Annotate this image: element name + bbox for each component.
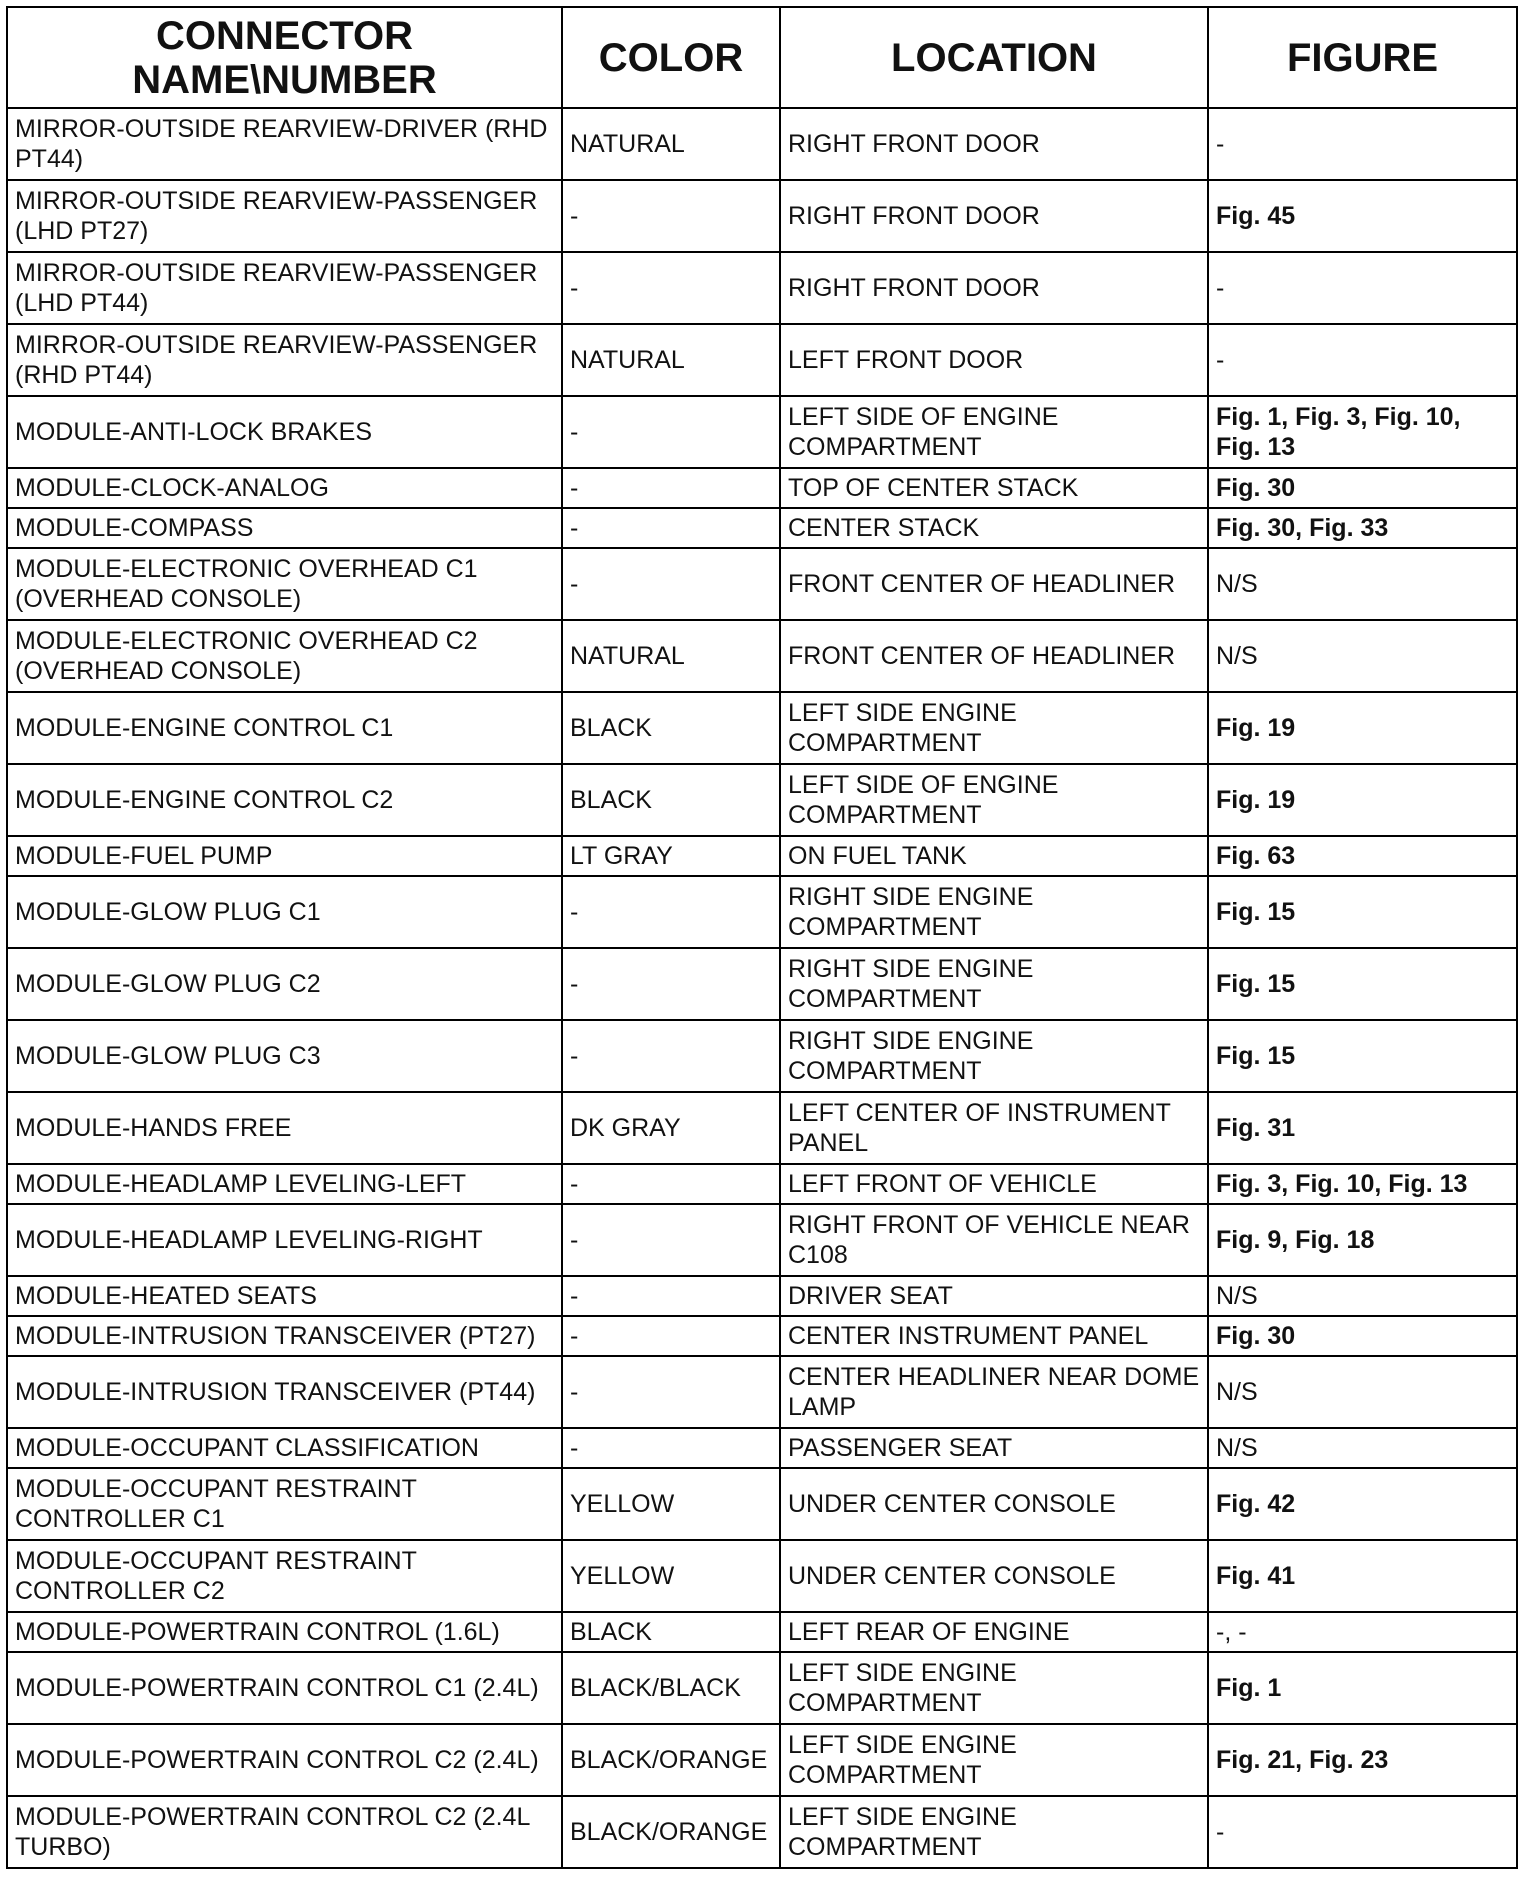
- color-cell: YELLOW: [562, 1540, 780, 1612]
- location-cell: RIGHT FRONT DOOR: [780, 252, 1208, 324]
- connector-name-cell: MODULE-FUEL PUMP: [7, 836, 562, 876]
- connector-name-cell: MODULE-ANTI-LOCK BRAKES: [7, 396, 562, 468]
- location-cell: RIGHT SIDE ENGINE COMPARTMENT: [780, 876, 1208, 948]
- connector-name-cell: MODULE-GLOW PLUG C1: [7, 876, 562, 948]
- connector-name-cell: MODULE-GLOW PLUG C3: [7, 1020, 562, 1092]
- location-cell: UNDER CENTER CONSOLE: [780, 1540, 1208, 1612]
- figure-cell: Fig. 30: [1208, 1316, 1517, 1356]
- table-row: [7, 396, 1517, 468]
- figure-cell: Fig. 15: [1208, 876, 1517, 948]
- location-cell: PASSENGER SEAT: [780, 1428, 1208, 1468]
- header-figure: FIGURE: [1208, 7, 1517, 108]
- connector-name-cell: MODULE-POWERTRAIN CONTROL C1 (2.4L): [7, 1652, 562, 1724]
- connector-name-cell: MIRROR-OUTSIDE REARVIEW-PASSENGER (LHD PT27): [7, 180, 562, 252]
- table-row: [7, 1020, 1517, 1092]
- color-cell: NATURAL: [562, 620, 780, 692]
- color-cell: -: [562, 1204, 780, 1276]
- color-cell: -: [562, 876, 780, 948]
- location-cell: LEFT SIDE OF ENGINE COMPARTMENT: [780, 396, 1208, 468]
- table-row: [7, 1796, 1517, 1868]
- color-cell: -: [562, 1316, 780, 1356]
- location-cell: FRONT CENTER OF HEADLINER: [780, 620, 1208, 692]
- location-cell: RIGHT SIDE ENGINE COMPARTMENT: [780, 948, 1208, 1020]
- connector-name-cell: MODULE-ENGINE CONTROL C1: [7, 692, 562, 764]
- figure-cell: N/S: [1208, 1276, 1517, 1316]
- connector-name-cell: MIRROR-OUTSIDE REARVIEW-DRIVER (RHD PT44): [7, 108, 562, 180]
- connector-name-cell: MODULE-OCCUPANT CLASSIFICATION: [7, 1428, 562, 1468]
- location-cell: LEFT SIDE ENGINE COMPARTMENT: [780, 692, 1208, 764]
- location-cell: RIGHT FRONT OF VEHICLE NEAR C108: [780, 1204, 1208, 1276]
- color-cell: -: [562, 1020, 780, 1092]
- connector-name-cell: MODULE-ENGINE CONTROL C2: [7, 764, 562, 836]
- table-row: [7, 692, 1517, 764]
- location-cell: RIGHT FRONT DOOR: [780, 108, 1208, 180]
- figure-cell: Fig. 21, Fig. 23: [1208, 1724, 1517, 1796]
- figure-cell: Fig. 63: [1208, 836, 1517, 876]
- table-row: [7, 1356, 1517, 1428]
- header-color: COLOR: [562, 7, 780, 108]
- location-cell: UNDER CENTER CONSOLE: [780, 1468, 1208, 1540]
- table-row: [7, 876, 1517, 948]
- color-cell: -: [562, 548, 780, 620]
- table-row: [7, 1652, 1517, 1724]
- connector-name-cell: MODULE-POWERTRAIN CONTROL C2 (2.4L TURBO): [7, 1796, 562, 1868]
- figure-cell: Fig. 19: [1208, 692, 1517, 764]
- location-cell: LEFT SIDE ENGINE COMPARTMENT: [780, 1652, 1208, 1724]
- figure-cell: Fig. 19: [1208, 764, 1517, 836]
- table-row: [7, 1724, 1517, 1796]
- header-location: LOCATION: [780, 7, 1208, 108]
- location-cell: CENTER INSTRUMENT PANEL: [780, 1316, 1208, 1356]
- header-row: [7, 7, 1517, 108]
- table-row: [7, 1428, 1517, 1468]
- location-cell: LEFT CENTER OF INSTRUMENT PANEL: [780, 1092, 1208, 1164]
- figure-cell: Fig. 15: [1208, 1020, 1517, 1092]
- location-cell: ON FUEL TANK: [780, 836, 1208, 876]
- connector-name-cell: MODULE-CLOCK-ANALOG: [7, 468, 562, 508]
- header-connector-name: CONNECTOR NAME\NUMBER: [7, 7, 562, 108]
- table-row: [7, 1468, 1517, 1540]
- location-cell: CENTER HEADLINER NEAR DOME LAMP: [780, 1356, 1208, 1428]
- color-cell: -: [562, 180, 780, 252]
- figure-cell: N/S: [1208, 1428, 1517, 1468]
- table-row: [7, 468, 1517, 508]
- color-cell: -: [562, 948, 780, 1020]
- location-cell: LEFT SIDE ENGINE COMPARTMENT: [780, 1796, 1208, 1868]
- color-cell: BLACK: [562, 764, 780, 836]
- figure-cell: Fig. 42: [1208, 1468, 1517, 1540]
- figure-cell: -: [1208, 108, 1517, 180]
- location-cell: CENTER STACK: [780, 508, 1208, 548]
- connector-name-cell: MODULE-HEADLAMP LEVELING-LEFT: [7, 1164, 562, 1204]
- figure-cell: -: [1208, 324, 1517, 396]
- figure-cell: Fig. 30, Fig. 33: [1208, 508, 1517, 548]
- connector-name-cell: MODULE-HEATED SEATS: [7, 1276, 562, 1316]
- color-cell: NATURAL: [562, 108, 780, 180]
- connector-name-cell: MODULE-HANDS FREE: [7, 1092, 562, 1164]
- connector-name-cell: MODULE-ELECTRONIC OVERHEAD C1 (OVERHEAD CONSOLE): [7, 548, 562, 620]
- connector-table: [6, 6, 1518, 1869]
- table-row: [7, 948, 1517, 1020]
- table-row: [7, 1204, 1517, 1276]
- location-cell: FRONT CENTER OF HEADLINER: [780, 548, 1208, 620]
- connector-name-cell: MODULE-HEADLAMP LEVELING-RIGHT: [7, 1204, 562, 1276]
- location-cell: RIGHT FRONT DOOR: [780, 180, 1208, 252]
- color-cell: -: [562, 1164, 780, 1204]
- figure-cell: N/S: [1208, 620, 1517, 692]
- location-cell: RIGHT SIDE ENGINE COMPARTMENT: [780, 1020, 1208, 1092]
- table-row: [7, 1316, 1517, 1356]
- color-cell: -: [562, 1276, 780, 1316]
- figure-cell: Fig. 3, Fig. 10, Fig. 13: [1208, 1164, 1517, 1204]
- connector-name-cell: MODULE-OCCUPANT RESTRAINT CONTROLLER C1: [7, 1468, 562, 1540]
- table-row: [7, 836, 1517, 876]
- location-cell: TOP OF CENTER STACK: [780, 468, 1208, 508]
- color-cell: BLACK: [562, 1612, 780, 1652]
- color-cell: NATURAL: [562, 324, 780, 396]
- table-row: [7, 108, 1517, 180]
- table-row: [7, 1612, 1517, 1652]
- figure-cell: -: [1208, 252, 1517, 324]
- figure-cell: Fig. 30: [1208, 468, 1517, 508]
- table-row: [7, 620, 1517, 692]
- table-row: [7, 1092, 1517, 1164]
- figure-cell: Fig. 45: [1208, 180, 1517, 252]
- table-row: [7, 252, 1517, 324]
- table-row: [7, 180, 1517, 252]
- color-cell: BLACK/ORANGE: [562, 1796, 780, 1868]
- location-cell: LEFT FRONT OF VEHICLE: [780, 1164, 1208, 1204]
- color-cell: -: [562, 252, 780, 324]
- connector-name-cell: MODULE-OCCUPANT RESTRAINT CONTROLLER C2: [7, 1540, 562, 1612]
- color-cell: YELLOW: [562, 1468, 780, 1540]
- connector-name-cell: MODULE-ELECTRONIC OVERHEAD C2 (OVERHEAD CONSOLE): [7, 620, 562, 692]
- color-cell: LT GRAY: [562, 836, 780, 876]
- connector-name-cell: MODULE-INTRUSION TRANSCEIVER (PT44): [7, 1356, 562, 1428]
- connector-name-cell: MODULE-INTRUSION TRANSCEIVER (PT27): [7, 1316, 562, 1356]
- connector-name-cell: MODULE-POWERTRAIN CONTROL (1.6L): [7, 1612, 562, 1652]
- figure-cell: -: [1208, 1796, 1517, 1868]
- location-cell: LEFT REAR OF ENGINE: [780, 1612, 1208, 1652]
- color-cell: DK GRAY: [562, 1092, 780, 1164]
- figure-cell: N/S: [1208, 548, 1517, 620]
- color-cell: BLACK/ORANGE: [562, 1724, 780, 1796]
- color-cell: BLACK: [562, 692, 780, 764]
- location-cell: LEFT FRONT DOOR: [780, 324, 1208, 396]
- table-row: [7, 324, 1517, 396]
- color-cell: -: [562, 508, 780, 548]
- color-cell: -: [562, 468, 780, 508]
- location-cell: LEFT SIDE OF ENGINE COMPARTMENT: [780, 764, 1208, 836]
- figure-cell: Fig. 41: [1208, 1540, 1517, 1612]
- table-row: [7, 1540, 1517, 1612]
- color-cell: BLACK/BLACK: [562, 1652, 780, 1724]
- figure-cell: Fig. 1, Fig. 3, Fig. 10, Fig. 13: [1208, 396, 1517, 468]
- connector-name-cell: MODULE-COMPASS: [7, 508, 562, 548]
- table-row: [7, 548, 1517, 620]
- connector-name-cell: MODULE-GLOW PLUG C2: [7, 948, 562, 1020]
- figure-cell: N/S: [1208, 1356, 1517, 1428]
- connector-name-cell: MODULE-POWERTRAIN CONTROL C2 (2.4L): [7, 1724, 562, 1796]
- figure-cell: Fig. 31: [1208, 1092, 1517, 1164]
- figure-cell: Fig. 15: [1208, 948, 1517, 1020]
- color-cell: -: [562, 1428, 780, 1468]
- figure-cell: Fig. 1: [1208, 1652, 1517, 1724]
- location-cell: LEFT SIDE ENGINE COMPARTMENT: [780, 1724, 1208, 1796]
- color-cell: -: [562, 1356, 780, 1428]
- table-row: [7, 1276, 1517, 1316]
- color-cell: -: [562, 396, 780, 468]
- connector-name-cell: MIRROR-OUTSIDE REARVIEW-PASSENGER (RHD PT44): [7, 324, 562, 396]
- figure-cell: -, -: [1208, 1612, 1517, 1652]
- figure-cell: Fig. 9, Fig. 18: [1208, 1204, 1517, 1276]
- connector-name-cell: MIRROR-OUTSIDE REARVIEW-PASSENGER (LHD PT44): [7, 252, 562, 324]
- location-cell: DRIVER SEAT: [780, 1276, 1208, 1316]
- table-row: [7, 1164, 1517, 1204]
- table-row: [7, 764, 1517, 836]
- table-row: [7, 508, 1517, 548]
